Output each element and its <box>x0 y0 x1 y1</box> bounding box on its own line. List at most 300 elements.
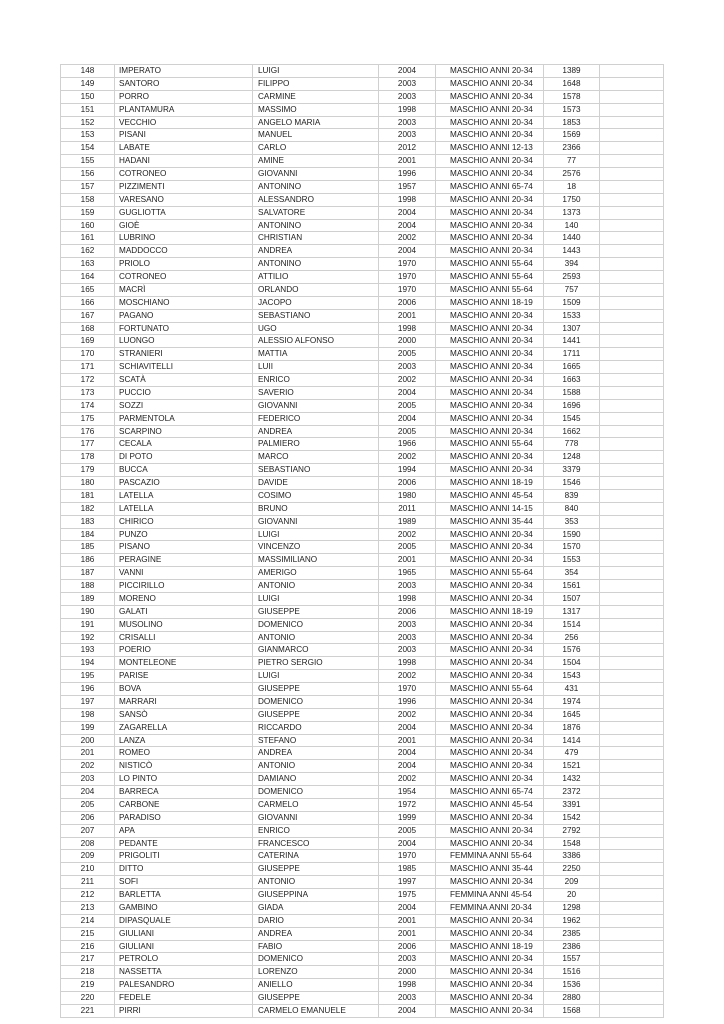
bib-number-cell: 186 <box>61 554 115 567</box>
table-row <box>61 914 664 927</box>
surname-cell: CRISALLI <box>115 631 253 644</box>
birth-year-cell: 1970 <box>379 850 436 863</box>
surname-cell: SOFI <box>115 876 253 889</box>
table-row <box>61 927 664 940</box>
table-row <box>61 850 664 863</box>
category-cell: MASCHIO ANNI 55-64 <box>436 271 544 284</box>
code-cell: 1590 <box>544 528 600 541</box>
surname-cell: LATELLA <box>115 489 253 502</box>
bib-number-cell: 216 <box>61 940 115 953</box>
empty-cell <box>600 850 664 863</box>
empty-cell <box>600 554 664 567</box>
bib-number-cell: 212 <box>61 889 115 902</box>
code-cell: 2792 <box>544 824 600 837</box>
code-cell: 1576 <box>544 644 600 657</box>
birth-year-cell: 1954 <box>379 786 436 799</box>
surname-cell: PARMENTOLA <box>115 412 253 425</box>
code-cell: 2386 <box>544 940 600 953</box>
empty-cell <box>600 708 664 721</box>
table-row <box>61 592 664 605</box>
surname-cell: NASSETTA <box>115 966 253 979</box>
first-name-cell: JACOPO <box>253 296 379 309</box>
category-cell: MASCHIO ANNI 55-64 <box>436 438 544 451</box>
empty-cell <box>600 271 664 284</box>
empty-cell <box>600 811 664 824</box>
birth-year-cell: 2001 <box>379 914 436 927</box>
birth-year-cell: 2002 <box>379 670 436 683</box>
code-cell: 1665 <box>544 361 600 374</box>
birth-year-cell: 2002 <box>379 451 436 464</box>
code-cell: 1568 <box>544 1004 600 1017</box>
table-row <box>61 65 664 78</box>
surname-cell: CHIRICO <box>115 515 253 528</box>
surname-cell: MOSCHIANO <box>115 296 253 309</box>
birth-year-cell: 1989 <box>379 515 436 528</box>
table-row <box>61 773 664 786</box>
empty-cell <box>600 657 664 670</box>
first-name-cell: CHRISTIAN <box>253 232 379 245</box>
surname-cell: PERAGINE <box>115 554 253 567</box>
empty-cell <box>600 129 664 142</box>
first-name-cell: DOMENICO <box>253 786 379 799</box>
bib-number-cell: 196 <box>61 683 115 696</box>
category-cell: MASCHIO ANNI 20-34 <box>436 412 544 425</box>
birth-year-cell: 2003 <box>379 644 436 657</box>
birth-year-cell: 2001 <box>379 554 436 567</box>
first-name-cell: ANGELO MARIA <box>253 116 379 129</box>
birth-year-cell: 2006 <box>379 605 436 618</box>
empty-cell <box>600 77 664 90</box>
empty-cell <box>600 399 664 412</box>
birth-year-cell: 1999 <box>379 811 436 824</box>
table-row <box>61 283 664 296</box>
code-cell: 1440 <box>544 232 600 245</box>
first-name-cell: ANDREA <box>253 245 379 258</box>
category-cell: MASCHIO ANNI 20-34 <box>436 65 544 78</box>
table-row <box>61 683 664 696</box>
birth-year-cell: 2004 <box>379 760 436 773</box>
code-cell: 1974 <box>544 695 600 708</box>
birth-year-cell: 2001 <box>379 309 436 322</box>
birth-year-cell: 2004 <box>379 837 436 850</box>
birth-year-cell: 2003 <box>379 953 436 966</box>
empty-cell <box>600 451 664 464</box>
empty-cell <box>600 618 664 631</box>
category-cell: MASCHIO ANNI 45-54 <box>436 798 544 811</box>
table-row <box>61 502 664 515</box>
empty-cell <box>600 889 664 902</box>
first-name-cell: CARMELO EMANUELE <box>253 1004 379 1017</box>
birth-year-cell: 2003 <box>379 631 436 644</box>
birth-year-cell: 2004 <box>379 219 436 232</box>
code-cell: 1546 <box>544 477 600 490</box>
bib-number-cell: 202 <box>61 760 115 773</box>
table-row <box>61 477 664 490</box>
birth-year-cell: 1998 <box>379 657 436 670</box>
birth-year-cell: 1994 <box>379 464 436 477</box>
first-name-cell: FEDERICO <box>253 412 379 425</box>
bib-number-cell: 174 <box>61 399 115 412</box>
surname-cell: VECCHIO <box>115 116 253 129</box>
category-cell: MASCHIO ANNI 20-34 <box>436 425 544 438</box>
category-cell: MASCHIO ANNI 20-34 <box>436 103 544 116</box>
first-name-cell: ANTONINO <box>253 180 379 193</box>
category-cell: MASCHIO ANNI 65-74 <box>436 180 544 193</box>
birth-year-cell: 2005 <box>379 425 436 438</box>
first-name-cell: GIOVANNI <box>253 811 379 824</box>
first-name-cell: CATERINA <box>253 850 379 863</box>
surname-cell: MACRÌ <box>115 283 253 296</box>
first-name-cell: PALMIERO <box>253 438 379 451</box>
birth-year-cell: 2005 <box>379 399 436 412</box>
category-cell: MASCHIO ANNI 20-34 <box>436 979 544 992</box>
code-cell: 354 <box>544 567 600 580</box>
empty-cell <box>600 1004 664 1017</box>
category-cell: MASCHIO ANNI 20-34 <box>436 631 544 644</box>
table-row <box>61 811 664 824</box>
category-cell: MASCHIO ANNI 55-64 <box>436 258 544 271</box>
empty-cell <box>600 425 664 438</box>
empty-cell <box>600 876 664 889</box>
surname-cell: POERIO <box>115 644 253 657</box>
bib-number-cell: 179 <box>61 464 115 477</box>
first-name-cell: MATTIA <box>253 348 379 361</box>
category-cell: MASCHIO ANNI 55-64 <box>436 683 544 696</box>
surname-cell: IMPERATO <box>115 65 253 78</box>
table-row <box>61 863 664 876</box>
table-row <box>61 734 664 747</box>
bib-number-cell: 178 <box>61 451 115 464</box>
birth-year-cell: 1996 <box>379 168 436 181</box>
category-cell: MASCHIO ANNI 20-34 <box>436 361 544 374</box>
table-row <box>61 219 664 232</box>
first-name-cell: GIOVANNI <box>253 515 379 528</box>
bib-number-cell: 198 <box>61 708 115 721</box>
code-cell: 1516 <box>544 966 600 979</box>
first-name-cell: COSIMO <box>253 489 379 502</box>
code-cell: 1514 <box>544 618 600 631</box>
surname-cell: LUONGO <box>115 335 253 348</box>
birth-year-cell: 2001 <box>379 734 436 747</box>
bib-number-cell: 171 <box>61 361 115 374</box>
surname-cell: ROMEO <box>115 747 253 760</box>
category-cell: MASCHIO ANNI 20-34 <box>436 399 544 412</box>
surname-cell: SANTORO <box>115 77 253 90</box>
surname-cell: PETROLO <box>115 953 253 966</box>
first-name-cell: STEFANO <box>253 734 379 747</box>
bib-number-cell: 203 <box>61 773 115 786</box>
birth-year-cell: 2003 <box>379 361 436 374</box>
first-name-cell: DOMENICO <box>253 618 379 631</box>
first-name-cell: VINCENZO <box>253 541 379 554</box>
category-cell: MASCHIO ANNI 20-34 <box>436 451 544 464</box>
code-cell: 1441 <box>544 335 600 348</box>
bib-number-cell: 217 <box>61 953 115 966</box>
birth-year-cell: 2002 <box>379 773 436 786</box>
first-name-cell: GIADA <box>253 901 379 914</box>
code-cell: 1533 <box>544 309 600 322</box>
table-row <box>61 296 664 309</box>
table-row <box>61 992 664 1005</box>
empty-cell <box>600 438 664 451</box>
empty-cell <box>600 747 664 760</box>
table-row <box>61 116 664 129</box>
category-cell: MASCHIO ANNI 20-34 <box>436 670 544 683</box>
birth-year-cell: 1966 <box>379 438 436 451</box>
code-cell: 3386 <box>544 850 600 863</box>
category-cell: MASCHIO ANNI 20-34 <box>436 322 544 335</box>
code-cell: 2372 <box>544 786 600 799</box>
category-cell: MASCHIO ANNI 20-34 <box>436 348 544 361</box>
empty-cell <box>600 940 664 953</box>
category-cell: MASCHIO ANNI 20-34 <box>436 708 544 721</box>
surname-cell: PRIGOLITI <box>115 850 253 863</box>
first-name-cell: ANTONIO <box>253 876 379 889</box>
code-cell: 2366 <box>544 142 600 155</box>
category-cell: MASCHIO ANNI 20-34 <box>436 90 544 103</box>
birth-year-cell: 2004 <box>379 721 436 734</box>
empty-cell <box>600 837 664 850</box>
first-name-cell: LUIGI <box>253 528 379 541</box>
table-row <box>61 786 664 799</box>
first-name-cell: DOMENICO <box>253 953 379 966</box>
first-name-cell: GIOVANNI <box>253 168 379 181</box>
bib-number-cell: 152 <box>61 116 115 129</box>
surname-cell: FORTUNATO <box>115 322 253 335</box>
table-row <box>61 361 664 374</box>
category-cell: MASCHIO ANNI 20-34 <box>436 811 544 824</box>
table-row <box>61 245 664 258</box>
category-cell: FEMMINA ANNI 20-34 <box>436 901 544 914</box>
bib-number-cell: 161 <box>61 232 115 245</box>
table-row <box>61 979 664 992</box>
first-name-cell: LUIGI <box>253 670 379 683</box>
table-row <box>61 180 664 193</box>
code-cell: 757 <box>544 283 600 296</box>
table-row <box>61 721 664 734</box>
category-cell: MASCHIO ANNI 20-34 <box>436 914 544 927</box>
bib-number-cell: 197 <box>61 695 115 708</box>
empty-cell <box>600 528 664 541</box>
empty-cell <box>600 979 664 992</box>
bib-number-cell: 163 <box>61 258 115 271</box>
category-cell: MASCHIO ANNI 20-34 <box>436 206 544 219</box>
bib-number-cell: 192 <box>61 631 115 644</box>
results-table <box>60 64 664 1018</box>
bib-number-cell: 184 <box>61 528 115 541</box>
bib-number-cell: 158 <box>61 193 115 206</box>
table-row <box>61 155 664 168</box>
first-name-cell: AMERIGO <box>253 567 379 580</box>
birth-year-cell: 1970 <box>379 258 436 271</box>
table-row <box>61 644 664 657</box>
surname-cell: SCARPINO <box>115 425 253 438</box>
surname-cell: GIULIANI <box>115 927 253 940</box>
empty-cell <box>600 361 664 374</box>
bib-number-cell: 189 <box>61 592 115 605</box>
table-row <box>61 129 664 142</box>
birth-year-cell: 2004 <box>379 1004 436 1017</box>
empty-cell <box>600 515 664 528</box>
table-row <box>61 953 664 966</box>
first-name-cell: ANTONINO <box>253 219 379 232</box>
surname-cell: GALATI <box>115 605 253 618</box>
category-cell: MASCHIO ANNI 20-34 <box>436 721 544 734</box>
surname-cell: PASCAZIO <box>115 477 253 490</box>
surname-cell: MARRARI <box>115 695 253 708</box>
bib-number-cell: 188 <box>61 580 115 593</box>
bib-number-cell: 153 <box>61 129 115 142</box>
results-table-body <box>61 65 664 1018</box>
first-name-cell: ANDREA <box>253 747 379 760</box>
first-name-cell: ANDREA <box>253 425 379 438</box>
category-cell: MASCHIO ANNI 20-34 <box>436 129 544 142</box>
bib-number-cell: 211 <box>61 876 115 889</box>
code-cell: 1507 <box>544 592 600 605</box>
code-cell: 2593 <box>544 271 600 284</box>
empty-cell <box>600 901 664 914</box>
birth-year-cell: 2005 <box>379 824 436 837</box>
bib-number-cell: 214 <box>61 914 115 927</box>
birth-year-cell: 1972 <box>379 798 436 811</box>
empty-cell <box>600 670 664 683</box>
empty-cell <box>600 683 664 696</box>
code-cell: 77 <box>544 155 600 168</box>
birth-year-cell: 2006 <box>379 477 436 490</box>
category-cell: MASCHIO ANNI 35-44 <box>436 515 544 528</box>
bib-number-cell: 190 <box>61 605 115 618</box>
table-row <box>61 438 664 451</box>
first-name-cell: LUIGI <box>253 65 379 78</box>
category-cell: MASCHIO ANNI 20-34 <box>436 309 544 322</box>
birth-year-cell: 2006 <box>379 296 436 309</box>
code-cell: 20 <box>544 889 600 902</box>
code-cell: 1414 <box>544 734 600 747</box>
surname-cell: GAMBINO <box>115 901 253 914</box>
category-cell: MASCHIO ANNI 65-74 <box>436 786 544 799</box>
first-name-cell: MASSIMO <box>253 103 379 116</box>
surname-cell: MUSOLINO <box>115 618 253 631</box>
empty-cell <box>600 631 664 644</box>
first-name-cell: LUIGI <box>253 592 379 605</box>
code-cell: 2385 <box>544 927 600 940</box>
birth-year-cell: 1996 <box>379 695 436 708</box>
code-cell: 1663 <box>544 374 600 387</box>
code-cell: 1536 <box>544 979 600 992</box>
surname-cell: STRANIERI <box>115 348 253 361</box>
empty-cell <box>600 798 664 811</box>
code-cell: 840 <box>544 502 600 515</box>
first-name-cell: ATTILIO <box>253 271 379 284</box>
surname-cell: VANNI <box>115 567 253 580</box>
code-cell: 3391 <box>544 798 600 811</box>
birth-year-cell: 1965 <box>379 567 436 580</box>
bib-number-cell: 181 <box>61 489 115 502</box>
bib-number-cell: 201 <box>61 747 115 760</box>
empty-cell <box>600 605 664 618</box>
empty-cell <box>600 386 664 399</box>
bib-number-cell: 215 <box>61 927 115 940</box>
category-cell: MASCHIO ANNI 20-34 <box>436 760 544 773</box>
surname-cell: PORRO <box>115 90 253 103</box>
first-name-cell: MARCO <box>253 451 379 464</box>
first-name-cell: LORENZO <box>253 966 379 979</box>
first-name-cell: FRANCESCO <box>253 837 379 850</box>
bib-number-cell: 150 <box>61 90 115 103</box>
empty-cell <box>600 927 664 940</box>
bib-number-cell: 164 <box>61 271 115 284</box>
category-cell: MASCHIO ANNI 20-34 <box>436 168 544 181</box>
first-name-cell: GIUSEPPE <box>253 992 379 1005</box>
table-row <box>61 1004 664 1017</box>
first-name-cell: DAMIANO <box>253 773 379 786</box>
bib-number-cell: 169 <box>61 335 115 348</box>
bib-number-cell: 168 <box>61 322 115 335</box>
code-cell: 778 <box>544 438 600 451</box>
empty-cell <box>600 592 664 605</box>
category-cell: MASCHIO ANNI 20-34 <box>436 618 544 631</box>
code-cell: 1432 <box>544 773 600 786</box>
category-cell: MASCHIO ANNI 20-34 <box>436 837 544 850</box>
code-cell: 1557 <box>544 953 600 966</box>
first-name-cell: PIETRO SERGIO <box>253 657 379 670</box>
category-cell: MASCHIO ANNI 20-34 <box>436 77 544 90</box>
code-cell: 1298 <box>544 901 600 914</box>
bib-number-cell: 183 <box>61 515 115 528</box>
table-row <box>61 412 664 425</box>
category-cell: MASCHIO ANNI 20-34 <box>436 927 544 940</box>
code-cell: 1561 <box>544 580 600 593</box>
category-cell: MASCHIO ANNI 20-34 <box>436 245 544 258</box>
first-name-cell: BRUNO <box>253 502 379 515</box>
surname-cell: SANSÒ <box>115 708 253 721</box>
bib-number-cell: 220 <box>61 992 115 1005</box>
birth-year-cell: 2001 <box>379 927 436 940</box>
first-name-cell: CARMELO <box>253 798 379 811</box>
birth-year-cell: 2004 <box>379 65 436 78</box>
code-cell: 1876 <box>544 721 600 734</box>
code-cell: 2576 <box>544 168 600 181</box>
empty-cell <box>600 65 664 78</box>
birth-year-cell: 1998 <box>379 103 436 116</box>
empty-cell <box>600 193 664 206</box>
bib-number-cell: 173 <box>61 386 115 399</box>
surname-cell: GUGLIOTTA <box>115 206 253 219</box>
surname-cell: PISANO <box>115 541 253 554</box>
surname-cell: COTRONEO <box>115 271 253 284</box>
category-cell: MASCHIO ANNI 20-34 <box>436 386 544 399</box>
code-cell: 1443 <box>544 245 600 258</box>
first-name-cell: ENRICO <box>253 824 379 837</box>
table-row <box>61 695 664 708</box>
first-name-cell: GIOVANNI <box>253 399 379 412</box>
code-cell: 1853 <box>544 116 600 129</box>
category-cell: MASCHIO ANNI 20-34 <box>436 734 544 747</box>
bib-number-cell: 148 <box>61 65 115 78</box>
birth-year-cell: 1998 <box>379 979 436 992</box>
code-cell: 1578 <box>544 90 600 103</box>
surname-cell: LANZA <box>115 734 253 747</box>
empty-cell <box>600 786 664 799</box>
empty-cell <box>600 283 664 296</box>
birth-year-cell: 1975 <box>379 889 436 902</box>
empty-cell <box>600 219 664 232</box>
surname-cell: PARADISO <box>115 811 253 824</box>
birth-year-cell: 1998 <box>379 322 436 335</box>
code-cell: 18 <box>544 180 600 193</box>
first-name-cell: ANTONIO <box>253 760 379 773</box>
first-name-cell: SEBASTIANO <box>253 464 379 477</box>
